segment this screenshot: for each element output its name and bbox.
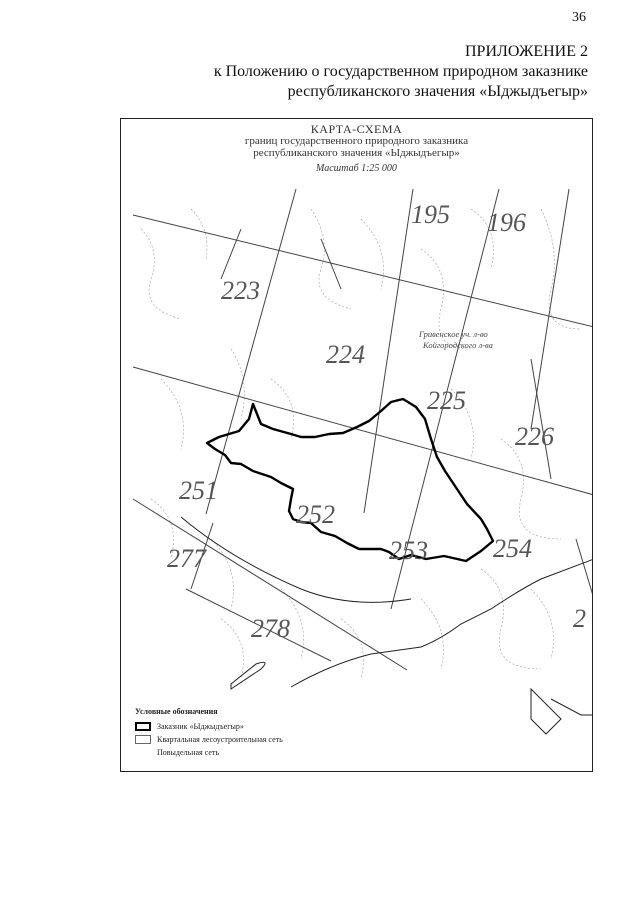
forestry-label-1: Гривенское уч. л-во bbox=[419, 329, 488, 339]
legend-item-plot-grid bbox=[135, 746, 365, 759]
forestry-label-2: Койгородского л-ва bbox=[423, 340, 493, 350]
appendix-subtitle-1: к Положению о государственном природном заказнике bbox=[213, 63, 588, 80]
quarter-label-226: 226 bbox=[515, 422, 554, 451]
quarter-labels bbox=[121, 119, 593, 772]
map-subtitle-1: границ государственного природного заказника bbox=[244, 135, 469, 147]
legend-label: Квартальная лесоустроительная сеть bbox=[157, 735, 283, 744]
quarter-label-195: 195 bbox=[411, 200, 450, 229]
appendix-subtitle-2: республиканского значения «Ыджыдъегыр» bbox=[287, 83, 588, 100]
map-title: КАРТА-СХЕМА bbox=[310, 122, 403, 136]
reserve-swatch-icon bbox=[135, 722, 151, 731]
legend-item-quarter-grid bbox=[135, 733, 365, 746]
quarter-label-223: 223 bbox=[221, 276, 260, 305]
map-legend bbox=[135, 707, 365, 772]
quarter-label-253: 253 bbox=[389, 536, 428, 565]
quarter-grid-swatch-icon bbox=[135, 735, 151, 744]
appendix-title: ПРИЛОЖЕНИЕ 2 bbox=[464, 43, 588, 60]
quarter-label-251: 251 bbox=[179, 476, 218, 505]
quarter-label-224: 224 bbox=[326, 340, 365, 369]
quarter-label-252: 252 bbox=[296, 500, 335, 529]
legend-label: Заказник «Ыджыдъегыр» bbox=[157, 722, 244, 731]
appendix-header bbox=[214, 42, 588, 102]
quarter-label-196: 196 bbox=[487, 208, 526, 237]
legend-title: Условные обозначения bbox=[135, 707, 218, 716]
quarter-label-254: 254 bbox=[493, 534, 532, 563]
legend-label: Повыдельная сеть bbox=[157, 748, 220, 757]
quarter-label-277: 277 bbox=[167, 544, 206, 573]
map-scale: Масштаб 1:25 000 bbox=[316, 163, 397, 174]
legend-item-reserve bbox=[135, 720, 365, 733]
page-number: 36 bbox=[572, 10, 586, 25]
quarter-label-225: 225 bbox=[427, 386, 466, 415]
quarter-label-2: 2 bbox=[573, 604, 586, 633]
map-subtitle-2: республиканского значения «Ыджыдъегыр» bbox=[253, 147, 460, 159]
quarter-label-278: 278 bbox=[251, 614, 290, 643]
map-scheme bbox=[120, 118, 593, 772]
plot-grid-swatch-icon bbox=[135, 748, 151, 757]
